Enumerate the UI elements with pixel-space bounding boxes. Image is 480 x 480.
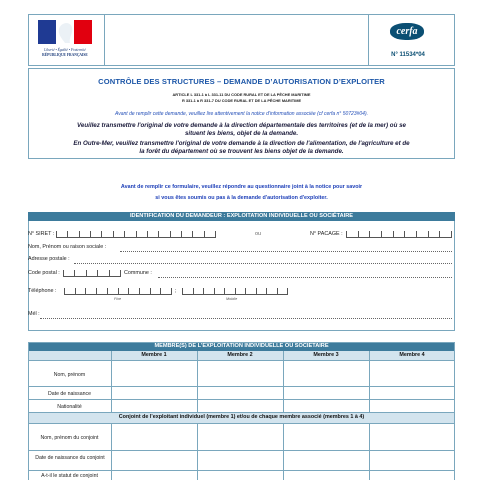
cell-divider xyxy=(113,231,114,237)
logo-motto: Liberté • Égalité • Fraternité xyxy=(44,48,86,52)
siret-input[interactable] xyxy=(56,231,216,238)
member-4-spouse-name-cell[interactable] xyxy=(370,424,454,450)
or-label: ou xyxy=(255,231,261,237)
email-field[interactable] xyxy=(40,318,452,319)
member-1-name-cell[interactable] xyxy=(112,361,197,386)
members-heading: MEMBRE(S) DE L'EXPLOITATION INDIVIDUELLE OU SOCIÉTAIRE xyxy=(28,342,455,351)
cell-divider xyxy=(416,231,417,237)
cell-divider xyxy=(428,231,429,237)
cell-divider xyxy=(203,288,204,294)
cell-divider xyxy=(139,288,140,294)
cerfa-number: N° 11534*04 xyxy=(391,52,425,58)
header-divider xyxy=(104,15,105,65)
phone-mobile-caption: Mobile xyxy=(226,297,238,301)
cell-divider xyxy=(96,288,97,294)
cell-divider xyxy=(147,231,148,237)
row-label-spouse-birthdate: Date de naissance du conjoint xyxy=(35,455,105,461)
cell-divider xyxy=(64,288,65,294)
cell-divider xyxy=(90,231,91,237)
address-label: Adresse postale : xyxy=(28,256,70,262)
logo-republic: RÉPUBLIQUE FRANÇAISE xyxy=(42,53,88,57)
cell-divider xyxy=(158,231,159,237)
cell-divider xyxy=(451,231,452,237)
cell-divider xyxy=(224,288,225,294)
identification-heading: IDENTIFICATION DU DEMANDEUR : EXPLOITATION INDIVIDUELLE OU SOCIÉTAIRE xyxy=(28,212,455,221)
cell-divider xyxy=(181,231,182,237)
pacage-label: N° PACAGE : xyxy=(310,231,343,237)
member-3-spouse-birthdate-cell[interactable] xyxy=(284,451,369,470)
cell-divider xyxy=(118,288,119,294)
member-1-spouse-name-cell[interactable] xyxy=(112,424,197,450)
cell-divider xyxy=(170,231,171,237)
instruction-line: situent les biens, objet de la demande. xyxy=(184,130,299,137)
tricolor-flag xyxy=(38,20,92,44)
cell-divider xyxy=(215,231,216,237)
cell-divider xyxy=(245,288,246,294)
cell-divider xyxy=(85,288,86,294)
member-2-spouse-birthdate-cell[interactable] xyxy=(198,451,283,470)
spouse-heading: Conjoint de l'exploitant individuel (membre 1) et/ou de chaque membre associé (membres 1 à 4) xyxy=(28,412,455,423)
intro-line: si vous êtes soumis ou pas à la demande d'autorisation d'exploiter. xyxy=(155,195,328,201)
row-label-spouse-name: Nom, prénom du conjoint xyxy=(40,435,99,441)
cell-divider xyxy=(193,288,194,294)
cell-divider xyxy=(67,231,68,237)
member-2-spouse-name-cell[interactable] xyxy=(198,424,283,450)
phone-fixed-caption: Fixe xyxy=(114,297,122,301)
cell-divider xyxy=(97,270,98,276)
cell-divider xyxy=(109,270,110,276)
intro-line: Avant de remplir ce formulaire, veuillez répondre au questionnaire joint à la notice pour savoir xyxy=(120,184,363,190)
cell-divider xyxy=(287,288,288,294)
cell-divider xyxy=(381,231,382,237)
cell-divider xyxy=(358,231,359,237)
member-3-birthdate-cell[interactable] xyxy=(284,387,369,399)
instruction-line: Veuillez transmettre l'original de votre demande à la direction départementale des territoires (et de la mer) où se xyxy=(77,122,406,129)
cell-divider xyxy=(266,288,267,294)
member-1-spouse-birthdate-cell[interactable] xyxy=(112,451,197,470)
member-1-nationality-cell[interactable] xyxy=(112,400,197,412)
postcode-input[interactable] xyxy=(63,270,121,277)
column-header-member-3: Membre 3 xyxy=(313,352,339,358)
cell-divider xyxy=(74,270,75,276)
cell-divider xyxy=(393,231,394,237)
cell-divider xyxy=(404,231,405,237)
member-3-name-cell[interactable] xyxy=(284,361,369,386)
instruction-overseas-line: la forêt du département où se trouvent les biens objet de la demande. xyxy=(139,148,344,155)
member-3-nationality-cell[interactable] xyxy=(284,400,369,412)
member-4-birthdate-cell[interactable] xyxy=(370,387,454,399)
row-label-name: Nom, prénom xyxy=(53,372,86,378)
cell-divider xyxy=(75,288,76,294)
cell-divider xyxy=(214,288,215,294)
cell-divider xyxy=(124,231,125,237)
postcode-label: Code postal : xyxy=(28,270,60,276)
marianne-logo xyxy=(34,18,96,62)
phone-separator: ; xyxy=(175,288,177,294)
member-2-nationality-cell[interactable] xyxy=(198,400,283,412)
member-1-birthdate-cell[interactable] xyxy=(112,387,197,399)
row-label-nationality: Nationalité xyxy=(57,404,82,410)
cell-divider xyxy=(101,231,102,237)
member-4-nationality-cell[interactable] xyxy=(370,400,454,412)
address-field[interactable] xyxy=(74,263,452,264)
siret-label: N° SIRET : xyxy=(28,231,55,237)
table-rule xyxy=(454,342,455,480)
cell-divider xyxy=(86,270,87,276)
cerfa-logo: cerfa xyxy=(390,23,424,40)
table-rule xyxy=(28,342,455,343)
column-header-member-4: Membre 4 xyxy=(399,352,425,358)
cell-divider xyxy=(120,270,121,276)
cell-divider xyxy=(79,231,80,237)
cell-divider xyxy=(56,231,57,237)
cell-divider xyxy=(150,288,151,294)
cell-divider xyxy=(439,231,440,237)
member-2-birthdate-cell[interactable] xyxy=(198,387,283,399)
table-rule xyxy=(28,342,29,480)
row-label-birthdate: Date de naissance xyxy=(48,391,91,397)
column-header-member-2: Membre 2 xyxy=(227,352,253,358)
phone-fixed-input[interactable] xyxy=(64,288,172,295)
commune-field[interactable] xyxy=(158,277,452,278)
cell-divider xyxy=(204,231,205,237)
phone-mobile-input[interactable] xyxy=(182,288,288,295)
instruction-overseas-line: En Outre-Mer, veuillez transmettre l'original de votre demande à la direction de l'alimentation, de l'agriculture et de xyxy=(73,140,410,147)
cell-divider xyxy=(277,288,278,294)
email-label: Mél : xyxy=(28,311,40,317)
cell-divider xyxy=(63,270,64,276)
marianne-profile-icon xyxy=(52,22,78,44)
members-column-headers xyxy=(28,351,455,360)
article-reference: R 331-1 à R 331-7 DU CODE RURAL ET DE LA PÊCHE MARITIME xyxy=(181,98,302,103)
cell-divider xyxy=(192,231,193,237)
member-4-name-cell[interactable] xyxy=(370,361,454,386)
cell-divider xyxy=(182,288,183,294)
table-rule xyxy=(28,412,455,413)
notice-reference: Avant de remplir cette demande, veuillez lire attentivement la notice d'information associée (cf cerfa n° 50723#04). xyxy=(115,111,368,117)
row-label-spouse-status: A-t-il le statut de conjoint xyxy=(41,473,98,479)
table-rule xyxy=(28,470,455,471)
member-2-name-cell[interactable] xyxy=(198,361,283,386)
cell-divider xyxy=(136,231,137,237)
member-3-spouse-name-cell[interactable] xyxy=(284,424,369,450)
cell-divider xyxy=(128,288,129,294)
article-reference: ARTICLE L 331-1 à L 331-11 DU CODE RURAL ET DE LA PÊCHE MARITIME xyxy=(172,92,311,97)
name-field[interactable] xyxy=(120,251,452,252)
pacage-input[interactable] xyxy=(346,231,452,238)
cell-divider xyxy=(171,288,172,294)
cell-divider xyxy=(256,288,257,294)
cell-divider xyxy=(160,288,161,294)
cell-divider xyxy=(346,231,347,237)
name-label: Nom, Prénom ou raison sociale : xyxy=(28,244,107,250)
form-title: CONTRÔLE DES STRUCTURES – DEMANDE D’AUTORISATION D’EXPLOITER xyxy=(98,77,385,86)
cell-divider xyxy=(235,288,236,294)
commune-label: Commune : xyxy=(124,270,152,276)
phone-label: Téléphone : xyxy=(28,288,57,294)
members-table xyxy=(28,342,455,480)
cell-divider xyxy=(107,288,108,294)
cell-divider xyxy=(369,231,370,237)
column-header-member-1: Membre 1 xyxy=(141,352,167,358)
member-4-spouse-birthdate-cell[interactable] xyxy=(370,451,454,470)
